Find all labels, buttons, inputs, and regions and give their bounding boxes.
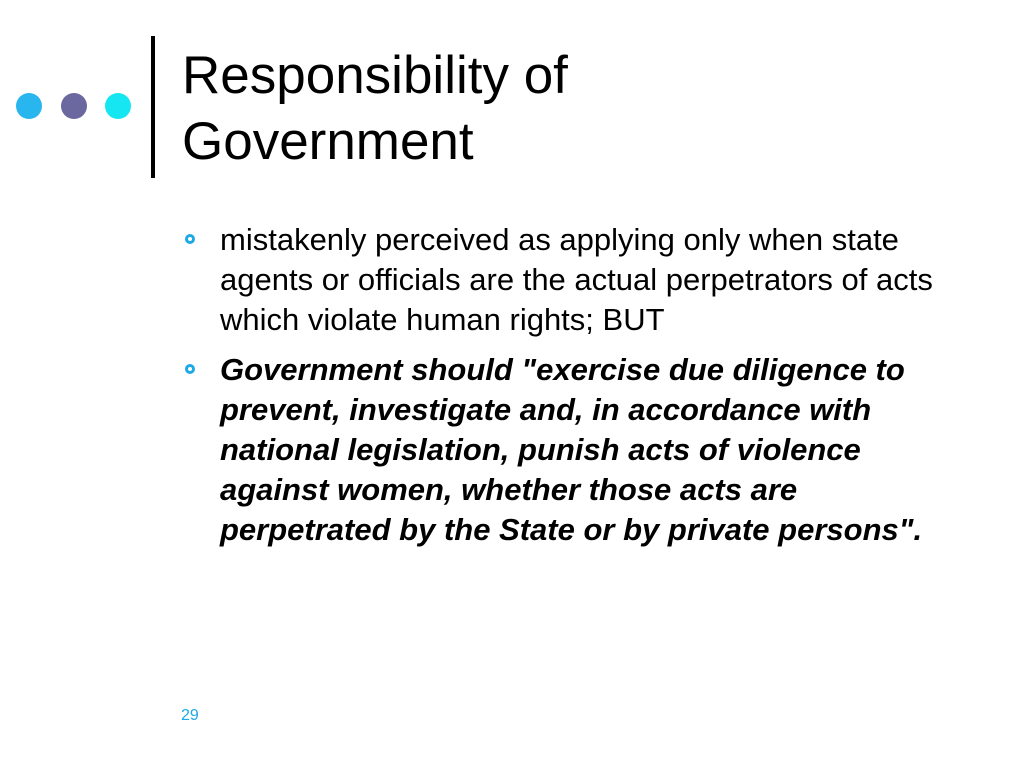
bullet-ring-icon — [185, 364, 195, 374]
title-divider-line — [151, 36, 155, 178]
bullet-item-1 — [180, 220, 960, 340]
decorative-dot-3 — [105, 93, 131, 119]
slide-number: 29 — [181, 707, 199, 724]
slide-title-line-1: Responsibility of — [182, 46, 568, 105]
decorative-dots — [16, 93, 136, 121]
bullet-text-2: Government should "exercise due diligence to prevent, investigate and, in accordance with national legislation, punish acts of violence against women, whether those acts are perpetrated by the State or by private persons". — [220, 352, 923, 547]
bullet-text-1: mistakenly perceived as applying only when state agents or officials are the actual perpetrators of acts which violate human rights; BUT — [220, 222, 933, 337]
slide-title — [182, 43, 982, 175]
decorative-dot-2 — [61, 93, 87, 119]
bullet-ring-icon — [185, 234, 195, 244]
bullet-list — [180, 220, 960, 560]
decorative-dot-1 — [16, 93, 42, 119]
bullet-item-2 — [180, 350, 960, 550]
slide-title-line-2: Government — [182, 112, 474, 171]
